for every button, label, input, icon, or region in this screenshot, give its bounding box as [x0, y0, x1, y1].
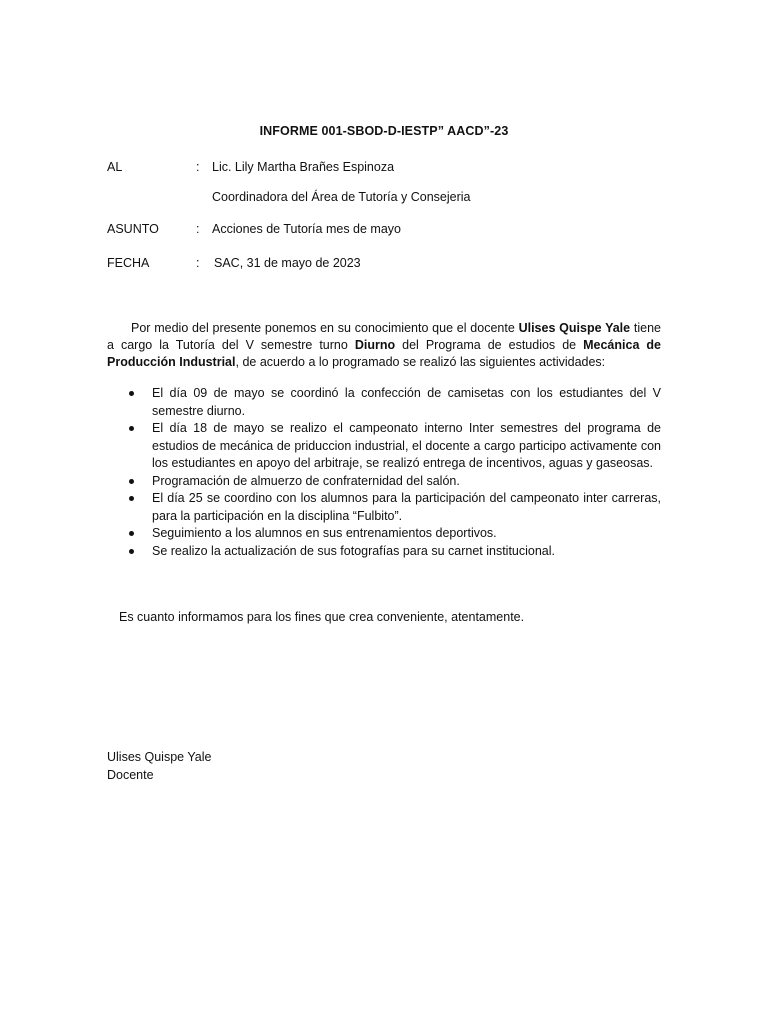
bullet-icon	[129, 391, 134, 396]
list-item-text: Programación de almuerzo de confraternidad del salón.	[152, 473, 460, 488]
intro-text: tiene a cargo la Tutoría del V semestre turno	[107, 321, 661, 352]
closing-sentence: Es cuanto informamos para los fines que crea conveniente, atentamente.	[119, 610, 525, 624]
activities-list	[107, 385, 661, 560]
list-item	[107, 420, 661, 473]
signature-name: Ulises Quispe Yale	[107, 750, 212, 764]
header-key-asunto: ASUNTO	[107, 222, 159, 236]
bullet-icon	[129, 531, 134, 536]
header-value-al: Lic. Lily Martha Brañes Espinoza	[212, 160, 395, 174]
list-item-text: El día 09 de mayo se coordinó la confección de camisetas con los estudiantes del V semestre diurno.	[152, 386, 661, 418]
intro-text: Por medio del presente ponemos en su conocimiento que el docente	[131, 321, 519, 335]
signature-role: Docente	[107, 768, 154, 782]
intro-text: , de acuerdo a lo programado se realizó las siguientes actividades:	[235, 355, 606, 369]
list-item	[107, 525, 661, 543]
header-key-al: AL	[107, 160, 123, 174]
header-value-al-role: Coordinadora del Área de Tutoría y Consejeria	[212, 190, 471, 204]
header-value-fecha: SAC, 31 de mayo de 2023	[214, 256, 361, 270]
list-item	[107, 490, 661, 525]
shift-name: Diurno	[354, 338, 396, 352]
header-value-asunto: Acciones de Tutoría mes de mayo	[212, 222, 401, 236]
bullet-icon	[129, 496, 134, 501]
list-item	[107, 543, 661, 561]
header-colon: :	[196, 256, 200, 270]
header-key-fecha: FECHA	[107, 256, 150, 270]
list-item-text: El día 18 de mayo se realizo el campeonato interno Inter semestres del programa de estudios de mecánica de priduccion industrial, el docente a cargo participo activamente con los estudiantes en apoyo del arbitraje, se realizó entrega de incentivos, aguas y gaseosas.	[152, 421, 661, 470]
bullet-icon	[129, 549, 134, 554]
bullet-icon	[129, 426, 134, 431]
intro-paragraph	[107, 320, 661, 371]
list-item-text: Se realizo la actualización de sus fotografías para su carnet institucional.	[152, 543, 556, 558]
list-item	[107, 385, 661, 420]
teacher-name: Ulises Quispe Yale	[518, 321, 631, 335]
intro-text: del Programa de estudios de	[395, 338, 584, 352]
program-name: Mecánica de Producción Industrial	[107, 338, 661, 369]
report-title: INFORME 001-SBOD-D-IESTP” AACD”-23	[259, 124, 509, 138]
list-item	[107, 473, 661, 491]
bullet-icon	[129, 479, 134, 484]
header-colon: :	[196, 160, 200, 174]
list-item-text: Seguimiento a los alumnos en sus entrenamientos deportivos.	[152, 526, 497, 540]
list-item-text: El día 25 se coordino con los alumnos para la participación del campeonato inter carreras, para la participación en la disciplina “Fulbito”.	[152, 491, 661, 523]
header-colon: :	[196, 222, 200, 236]
signature-block	[107, 748, 211, 784]
